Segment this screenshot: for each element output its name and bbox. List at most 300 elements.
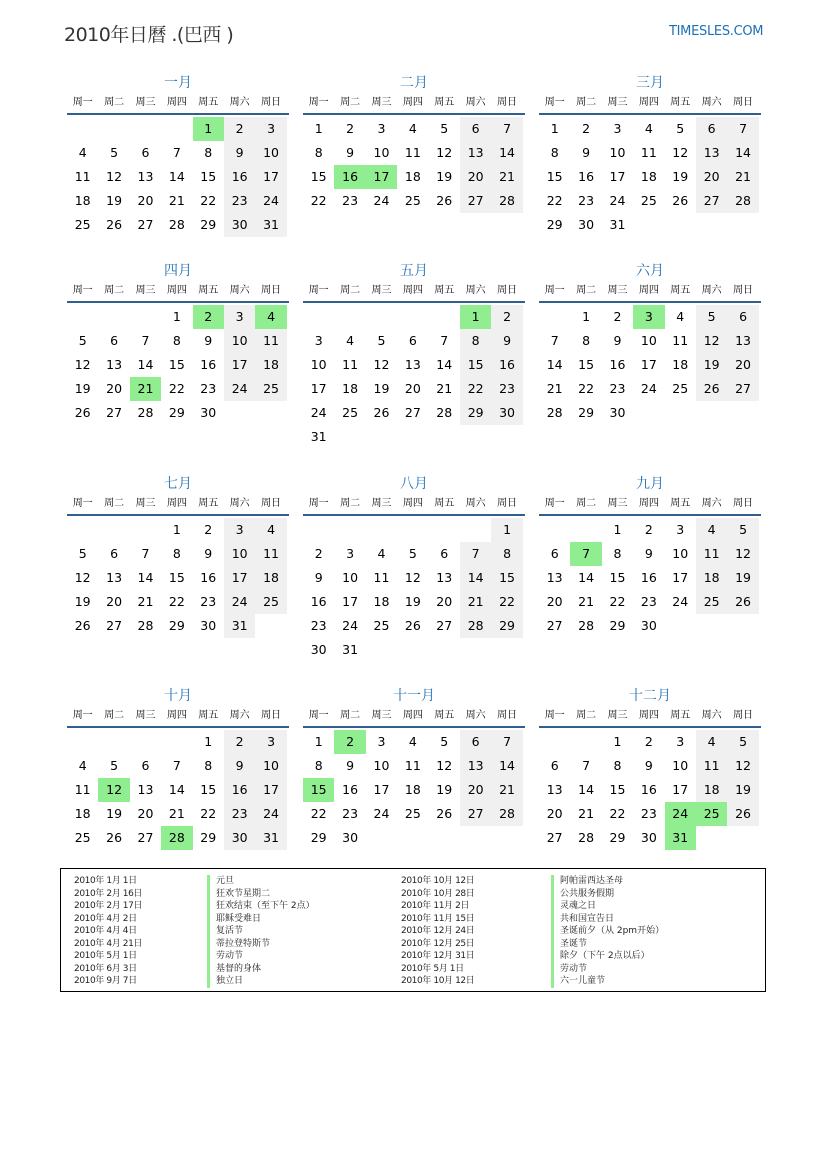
day-cell[interactable]: 16 xyxy=(640,782,657,797)
day-cell[interactable]: 28 xyxy=(727,189,758,213)
day-cell[interactable]: 18 xyxy=(373,594,390,609)
day-cell[interactable]: 21 xyxy=(137,594,154,609)
day-cell[interactable]: 4 xyxy=(78,758,87,773)
day-cell[interactable]: 20 xyxy=(546,594,563,609)
day-cell[interactable]: 8 xyxy=(582,333,591,348)
day-cell[interactable]: 10 xyxy=(224,542,255,566)
day-cell[interactable]: 5 xyxy=(727,518,758,542)
day-cell[interactable]: 23 xyxy=(224,189,255,213)
day-cell[interactable]: 1 xyxy=(172,522,181,537)
day-cell[interactable]: 10 xyxy=(640,333,657,348)
day-cell[interactable]: 15 xyxy=(460,353,491,377)
day-cell[interactable]: 13 xyxy=(436,570,453,585)
day-cell[interactable]: 24 xyxy=(609,193,626,208)
day-cell[interactable]: 13 xyxy=(460,754,491,778)
day-cell[interactable]: 22 xyxy=(200,193,217,208)
day-cell[interactable]: 16 xyxy=(640,570,657,585)
day-cell[interactable]: 17 xyxy=(373,782,390,797)
day-cell[interactable]: 30 xyxy=(491,401,522,425)
day-cell[interactable]: 22 xyxy=(460,377,491,401)
day-cell[interactable]: 14 xyxy=(578,570,595,585)
day-cell[interactable]: 29 xyxy=(168,405,185,420)
day-cell[interactable]: 20 xyxy=(404,381,421,396)
day-cell[interactable]: 25 xyxy=(404,806,421,821)
day-cell[interactable]: 20 xyxy=(727,353,758,377)
day-cell[interactable]: 18 xyxy=(404,169,421,184)
day-cell[interactable]: 24 xyxy=(255,189,286,213)
day-cell[interactable]: 14 xyxy=(436,357,453,372)
day-cell[interactable]: 30 xyxy=(224,826,255,850)
day-cell[interactable]: 31 xyxy=(310,429,327,444)
day-cell[interactable]: 29 xyxy=(578,405,595,420)
day-cell[interactable]: 10 xyxy=(672,758,689,773)
day-cell[interactable]: 30 xyxy=(342,830,359,845)
day-cell[interactable]: 13 xyxy=(106,357,123,372)
day-cell[interactable]: 5 xyxy=(440,121,449,136)
day-cell[interactable]: 8 xyxy=(314,758,323,773)
day-cell[interactable]: 19 xyxy=(106,806,123,821)
day-cell[interactable]: 2 xyxy=(204,522,213,537)
holiday-day-cell[interactable]: 28 xyxy=(161,826,192,850)
day-cell[interactable]: 8 xyxy=(172,546,181,561)
day-cell[interactable]: 27 xyxy=(436,618,453,633)
day-cell[interactable]: 22 xyxy=(578,381,595,396)
day-cell[interactable]: 9 xyxy=(644,546,653,561)
day-cell[interactable]: 4 xyxy=(644,121,653,136)
day-cell[interactable]: 8 xyxy=(460,329,491,353)
day-cell[interactable]: 3 xyxy=(377,734,386,749)
day-cell[interactable]: 17 xyxy=(224,566,255,590)
day-cell[interactable]: 28 xyxy=(546,405,563,420)
day-cell[interactable]: 6 xyxy=(460,117,491,141)
day-cell[interactable]: 13 xyxy=(546,570,563,585)
day-cell[interactable]: 19 xyxy=(74,594,91,609)
day-cell[interactable]: 19 xyxy=(727,566,758,590)
day-cell[interactable]: 21 xyxy=(727,165,758,189)
day-cell[interactable]: 31 xyxy=(255,826,286,850)
day-cell[interactable]: 14 xyxy=(546,357,563,372)
holiday-day-cell[interactable]: 16 xyxy=(334,165,365,189)
day-cell[interactable]: 30 xyxy=(609,405,626,420)
day-cell[interactable]: 15 xyxy=(578,357,595,372)
holiday-day-cell[interactable]: 17 xyxy=(366,165,397,189)
day-cell[interactable]: 26 xyxy=(106,830,123,845)
day-cell[interactable]: 6 xyxy=(460,730,491,754)
day-cell[interactable]: 12 xyxy=(436,758,453,773)
day-cell[interactable]: 26 xyxy=(373,405,390,420)
day-cell[interactable]: 11 xyxy=(255,542,286,566)
day-cell[interactable]: 14 xyxy=(727,141,758,165)
day-cell[interactable]: 2 xyxy=(314,546,323,561)
day-cell[interactable]: 28 xyxy=(137,618,154,633)
day-cell[interactable]: 18 xyxy=(696,778,727,802)
day-cell[interactable]: 26 xyxy=(727,590,758,614)
day-cell[interactable]: 9 xyxy=(346,758,355,773)
day-cell[interactable]: 1 xyxy=(582,309,591,324)
day-cell[interactable]: 27 xyxy=(460,802,491,826)
day-cell[interactable]: 12 xyxy=(696,329,727,353)
day-cell[interactable]: 24 xyxy=(640,381,657,396)
day-cell[interactable]: 19 xyxy=(672,169,689,184)
day-cell[interactable]: 9 xyxy=(582,145,591,160)
day-cell[interactable]: 11 xyxy=(672,333,689,348)
day-cell[interactable]: 5 xyxy=(696,305,727,329)
day-cell[interactable]: 19 xyxy=(373,381,390,396)
day-cell[interactable]: 12 xyxy=(74,357,91,372)
day-cell[interactable]: 19 xyxy=(74,381,91,396)
day-cell[interactable]: 24 xyxy=(255,802,286,826)
day-cell[interactable]: 25 xyxy=(404,193,421,208)
day-cell[interactable]: 6 xyxy=(550,758,559,773)
day-cell[interactable]: 5 xyxy=(377,333,386,348)
day-cell[interactable]: 25 xyxy=(640,193,657,208)
day-cell[interactable]: 8 xyxy=(314,145,323,160)
day-cell[interactable]: 7 xyxy=(141,546,150,561)
day-cell[interactable]: 2 xyxy=(224,117,255,141)
day-cell[interactable]: 12 xyxy=(404,570,421,585)
day-cell[interactable]: 26 xyxy=(74,618,91,633)
day-cell[interactable]: 26 xyxy=(436,806,453,821)
day-cell[interactable]: 19 xyxy=(727,778,758,802)
day-cell[interactable]: 5 xyxy=(440,734,449,749)
day-cell[interactable]: 18 xyxy=(74,806,91,821)
day-cell[interactable]: 20 xyxy=(137,193,154,208)
day-cell[interactable]: 12 xyxy=(373,357,390,372)
day-cell[interactable]: 3 xyxy=(377,121,386,136)
day-cell[interactable]: 16 xyxy=(609,357,626,372)
day-cell[interactable]: 3 xyxy=(224,518,255,542)
day-cell[interactable]: 4 xyxy=(377,546,386,561)
day-cell[interactable]: 3 xyxy=(224,305,255,329)
day-cell[interactable]: 29 xyxy=(200,217,217,232)
day-cell[interactable]: 8 xyxy=(550,145,559,160)
day-cell[interactable]: 11 xyxy=(342,357,359,372)
day-cell[interactable]: 18 xyxy=(255,566,286,590)
day-cell[interactable]: 15 xyxy=(168,570,185,585)
day-cell[interactable]: 24 xyxy=(310,405,327,420)
day-cell[interactable]: 28 xyxy=(168,217,185,232)
day-cell[interactable]: 19 xyxy=(436,782,453,797)
day-cell[interactable]: 22 xyxy=(310,193,327,208)
day-cell[interactable]: 20 xyxy=(137,806,154,821)
day-cell[interactable]: 9 xyxy=(204,333,213,348)
day-cell[interactable]: 11 xyxy=(74,169,91,184)
day-cell[interactable]: 23 xyxy=(342,806,359,821)
day-cell[interactable]: 15 xyxy=(609,570,626,585)
holiday-day-cell[interactable]: 2 xyxy=(193,305,224,329)
day-cell[interactable]: 7 xyxy=(172,145,181,160)
day-cell[interactable]: 6 xyxy=(141,758,150,773)
day-cell[interactable]: 27 xyxy=(137,217,154,232)
day-cell[interactable]: 10 xyxy=(310,357,327,372)
day-cell[interactable]: 6 xyxy=(440,546,449,561)
day-cell[interactable]: 8 xyxy=(204,758,213,773)
day-cell[interactable]: 5 xyxy=(727,730,758,754)
day-cell[interactable]: 2 xyxy=(644,522,653,537)
day-cell[interactable]: 20 xyxy=(696,165,727,189)
day-cell[interactable]: 29 xyxy=(609,618,626,633)
day-cell[interactable]: 17 xyxy=(609,169,626,184)
day-cell[interactable]: 31 xyxy=(342,642,359,657)
day-cell[interactable]: 30 xyxy=(310,642,327,657)
day-cell[interactable]: 4 xyxy=(696,518,727,542)
day-cell[interactable]: 25 xyxy=(74,217,91,232)
day-cell[interactable]: 18 xyxy=(404,782,421,797)
day-cell[interactable]: 19 xyxy=(436,169,453,184)
day-cell[interactable]: 21 xyxy=(460,590,491,614)
day-cell[interactable]: 26 xyxy=(696,377,727,401)
day-cell[interactable]: 4 xyxy=(408,121,417,136)
day-cell[interactable]: 10 xyxy=(373,758,390,773)
day-cell[interactable]: 22 xyxy=(609,594,626,609)
day-cell[interactable]: 23 xyxy=(310,618,327,633)
day-cell[interactable]: 30 xyxy=(200,618,217,633)
day-cell[interactable]: 29 xyxy=(460,401,491,425)
day-cell[interactable]: 27 xyxy=(727,377,758,401)
day-cell[interactable]: 19 xyxy=(404,594,421,609)
day-cell[interactable]: 24 xyxy=(373,193,390,208)
day-cell[interactable]: 31 xyxy=(609,217,626,232)
day-cell[interactable]: 21 xyxy=(491,778,522,802)
day-cell[interactable]: 30 xyxy=(224,213,255,237)
day-cell[interactable]: 30 xyxy=(200,405,217,420)
day-cell[interactable]: 13 xyxy=(727,329,758,353)
day-cell[interactable]: 21 xyxy=(168,806,185,821)
day-cell[interactable]: 17 xyxy=(310,381,327,396)
day-cell[interactable]: 13 xyxy=(137,782,154,797)
day-cell[interactable]: 21 xyxy=(491,165,522,189)
day-cell[interactable]: 25 xyxy=(373,618,390,633)
day-cell[interactable]: 22 xyxy=(168,594,185,609)
day-cell[interactable]: 1 xyxy=(314,734,323,749)
day-cell[interactable]: 2 xyxy=(491,305,522,329)
day-cell[interactable]: 20 xyxy=(106,594,123,609)
day-cell[interactable]: 22 xyxy=(609,806,626,821)
day-cell[interactable]: 12 xyxy=(727,542,758,566)
day-cell[interactable]: 3 xyxy=(346,546,355,561)
day-cell[interactable]: 15 xyxy=(491,566,522,590)
holiday-day-cell[interactable]: 31 xyxy=(665,826,696,850)
day-cell[interactable]: 6 xyxy=(408,333,417,348)
day-cell[interactable]: 20 xyxy=(106,381,123,396)
day-cell[interactable]: 14 xyxy=(578,782,595,797)
day-cell[interactable]: 12 xyxy=(74,570,91,585)
day-cell[interactable]: 7 xyxy=(440,333,449,348)
day-cell[interactable]: 11 xyxy=(640,145,657,160)
day-cell[interactable]: 4 xyxy=(78,145,87,160)
day-cell[interactable]: 1 xyxy=(550,121,559,136)
day-cell[interactable]: 2 xyxy=(582,121,591,136)
day-cell[interactable]: 15 xyxy=(310,169,327,184)
day-cell[interactable]: 6 xyxy=(110,546,119,561)
day-cell[interactable]: 4 xyxy=(676,309,685,324)
day-cell[interactable]: 11 xyxy=(696,754,727,778)
day-cell[interactable]: 31 xyxy=(224,614,255,638)
holiday-day-cell[interactable]: 2 xyxy=(334,730,365,754)
day-cell[interactable]: 22 xyxy=(546,193,563,208)
day-cell[interactable]: 4 xyxy=(346,333,355,348)
day-cell[interactable]: 4 xyxy=(696,730,727,754)
day-cell[interactable]: 7 xyxy=(491,730,522,754)
day-cell[interactable]: 3 xyxy=(255,117,286,141)
day-cell[interactable]: 11 xyxy=(74,782,91,797)
day-cell[interactable]: 2 xyxy=(346,121,355,136)
day-cell[interactable]: 26 xyxy=(672,193,689,208)
day-cell[interactable]: 29 xyxy=(546,217,563,232)
day-cell[interactable]: 5 xyxy=(78,333,87,348)
day-cell[interactable]: 14 xyxy=(168,169,185,184)
day-cell[interactable]: 28 xyxy=(491,189,522,213)
day-cell[interactable]: 15 xyxy=(168,357,185,372)
day-cell[interactable]: 31 xyxy=(255,213,286,237)
day-cell[interactable]: 15 xyxy=(546,169,563,184)
day-cell[interactable]: 17 xyxy=(640,357,657,372)
day-cell[interactable]: 17 xyxy=(224,353,255,377)
day-cell[interactable]: 2 xyxy=(613,309,622,324)
day-cell[interactable]: 16 xyxy=(200,357,217,372)
day-cell[interactable]: 14 xyxy=(168,782,185,797)
day-cell[interactable]: 10 xyxy=(609,145,626,160)
day-cell[interactable]: 10 xyxy=(342,570,359,585)
holiday-day-cell[interactable]: 1 xyxy=(460,305,491,329)
day-cell[interactable]: 7 xyxy=(460,542,491,566)
day-cell[interactable]: 5 xyxy=(110,758,119,773)
day-cell[interactable]: 2 xyxy=(644,734,653,749)
day-cell[interactable]: 27 xyxy=(546,618,563,633)
day-cell[interactable]: 23 xyxy=(609,381,626,396)
holiday-day-cell[interactable]: 24 xyxy=(665,802,696,826)
day-cell[interactable]: 22 xyxy=(168,381,185,396)
day-cell[interactable]: 19 xyxy=(106,193,123,208)
day-cell[interactable]: 24 xyxy=(224,377,255,401)
day-cell[interactable]: 7 xyxy=(582,758,591,773)
day-cell[interactable]: 14 xyxy=(491,141,522,165)
day-cell[interactable]: 12 xyxy=(727,754,758,778)
holiday-day-cell[interactable]: 12 xyxy=(98,778,129,802)
day-cell[interactable]: 21 xyxy=(578,806,595,821)
day-cell[interactable]: 8 xyxy=(613,546,622,561)
holiday-day-cell[interactable]: 7 xyxy=(570,542,601,566)
day-cell[interactable]: 7 xyxy=(550,333,559,348)
day-cell[interactable]: 25 xyxy=(672,381,689,396)
day-cell[interactable]: 30 xyxy=(640,830,657,845)
day-cell[interactable]: 3 xyxy=(314,333,323,348)
day-cell[interactable]: 3 xyxy=(676,734,685,749)
day-cell[interactable]: 13 xyxy=(106,570,123,585)
day-cell[interactable]: 11 xyxy=(404,145,421,160)
day-cell[interactable]: 28 xyxy=(491,802,522,826)
day-cell[interactable]: 11 xyxy=(373,570,390,585)
day-cell[interactable]: 26 xyxy=(436,193,453,208)
day-cell[interactable]: 29 xyxy=(310,830,327,845)
day-cell[interactable]: 30 xyxy=(578,217,595,232)
day-cell[interactable]: 2 xyxy=(224,730,255,754)
day-cell[interactable]: 4 xyxy=(408,734,417,749)
day-cell[interactable]: 28 xyxy=(460,614,491,638)
day-cell[interactable]: 19 xyxy=(696,353,727,377)
day-cell[interactable]: 18 xyxy=(74,193,91,208)
day-cell[interactable]: 14 xyxy=(491,754,522,778)
day-cell[interactable]: 7 xyxy=(491,117,522,141)
day-cell[interactable]: 23 xyxy=(491,377,522,401)
day-cell[interactable]: 20 xyxy=(460,778,491,802)
day-cell[interactable]: 29 xyxy=(609,830,626,845)
day-cell[interactable]: 17 xyxy=(255,778,286,802)
day-cell[interactable]: 15 xyxy=(200,782,217,797)
day-cell[interactable]: 24 xyxy=(342,618,359,633)
day-cell[interactable]: 23 xyxy=(224,802,255,826)
day-cell[interactable]: 27 xyxy=(137,830,154,845)
day-cell[interactable]: 1 xyxy=(204,734,213,749)
day-cell[interactable]: 18 xyxy=(640,169,657,184)
day-cell[interactable]: 16 xyxy=(491,353,522,377)
day-cell[interactable]: 9 xyxy=(314,570,323,585)
day-cell[interactable]: 29 xyxy=(491,614,522,638)
day-cell[interactable]: 25 xyxy=(255,590,286,614)
day-cell[interactable]: 8 xyxy=(172,333,181,348)
holiday-day-cell[interactable]: 15 xyxy=(303,778,334,802)
day-cell[interactable]: 25 xyxy=(342,405,359,420)
holiday-day-cell[interactable]: 1 xyxy=(193,117,224,141)
day-cell[interactable]: 14 xyxy=(137,570,154,585)
day-cell[interactable]: 29 xyxy=(168,618,185,633)
day-cell[interactable]: 20 xyxy=(436,594,453,609)
day-cell[interactable]: 27 xyxy=(546,830,563,845)
day-cell[interactable]: 24 xyxy=(672,594,689,609)
day-cell[interactable]: 7 xyxy=(141,333,150,348)
day-cell[interactable]: 30 xyxy=(640,618,657,633)
day-cell[interactable]: 11 xyxy=(255,329,286,353)
day-cell[interactable]: 10 xyxy=(672,546,689,561)
day-cell[interactable]: 16 xyxy=(342,782,359,797)
day-cell[interactable]: 26 xyxy=(106,217,123,232)
day-cell[interactable]: 27 xyxy=(106,618,123,633)
day-cell[interactable]: 16 xyxy=(224,778,255,802)
day-cell[interactable]: 9 xyxy=(491,329,522,353)
day-cell[interactable]: 21 xyxy=(578,594,595,609)
day-cell[interactable]: 28 xyxy=(578,830,595,845)
day-cell[interactable]: 14 xyxy=(460,566,491,590)
holiday-day-cell[interactable]: 4 xyxy=(255,305,286,329)
day-cell[interactable]: 6 xyxy=(727,305,758,329)
day-cell[interactable]: 4 xyxy=(255,518,286,542)
day-cell[interactable]: 6 xyxy=(550,546,559,561)
day-cell[interactable]: 10 xyxy=(224,329,255,353)
day-cell[interactable]: 5 xyxy=(110,145,119,160)
day-cell[interactable]: 23 xyxy=(640,806,657,821)
day-cell[interactable]: 21 xyxy=(168,193,185,208)
day-cell[interactable]: 23 xyxy=(640,594,657,609)
day-cell[interactable]: 9 xyxy=(613,333,622,348)
day-cell[interactable]: 9 xyxy=(224,141,255,165)
day-cell[interactable]: 27 xyxy=(404,405,421,420)
day-cell[interactable]: 10 xyxy=(255,141,286,165)
day-cell[interactable]: 1 xyxy=(314,121,323,136)
day-cell[interactable]: 16 xyxy=(224,165,255,189)
day-cell[interactable]: 27 xyxy=(696,189,727,213)
day-cell[interactable]: 3 xyxy=(613,121,622,136)
day-cell[interactable]: 1 xyxy=(613,734,622,749)
day-cell[interactable]: 1 xyxy=(613,522,622,537)
day-cell[interactable]: 23 xyxy=(342,193,359,208)
day-cell[interactable]: 1 xyxy=(491,518,522,542)
day-cell[interactable]: 15 xyxy=(200,169,217,184)
day-cell[interactable]: 15 xyxy=(609,782,626,797)
day-cell[interactable]: 28 xyxy=(137,405,154,420)
day-cell[interactable]: 13 xyxy=(404,357,421,372)
day-cell[interactable]: 12 xyxy=(436,145,453,160)
day-cell[interactable]: 25 xyxy=(255,377,286,401)
